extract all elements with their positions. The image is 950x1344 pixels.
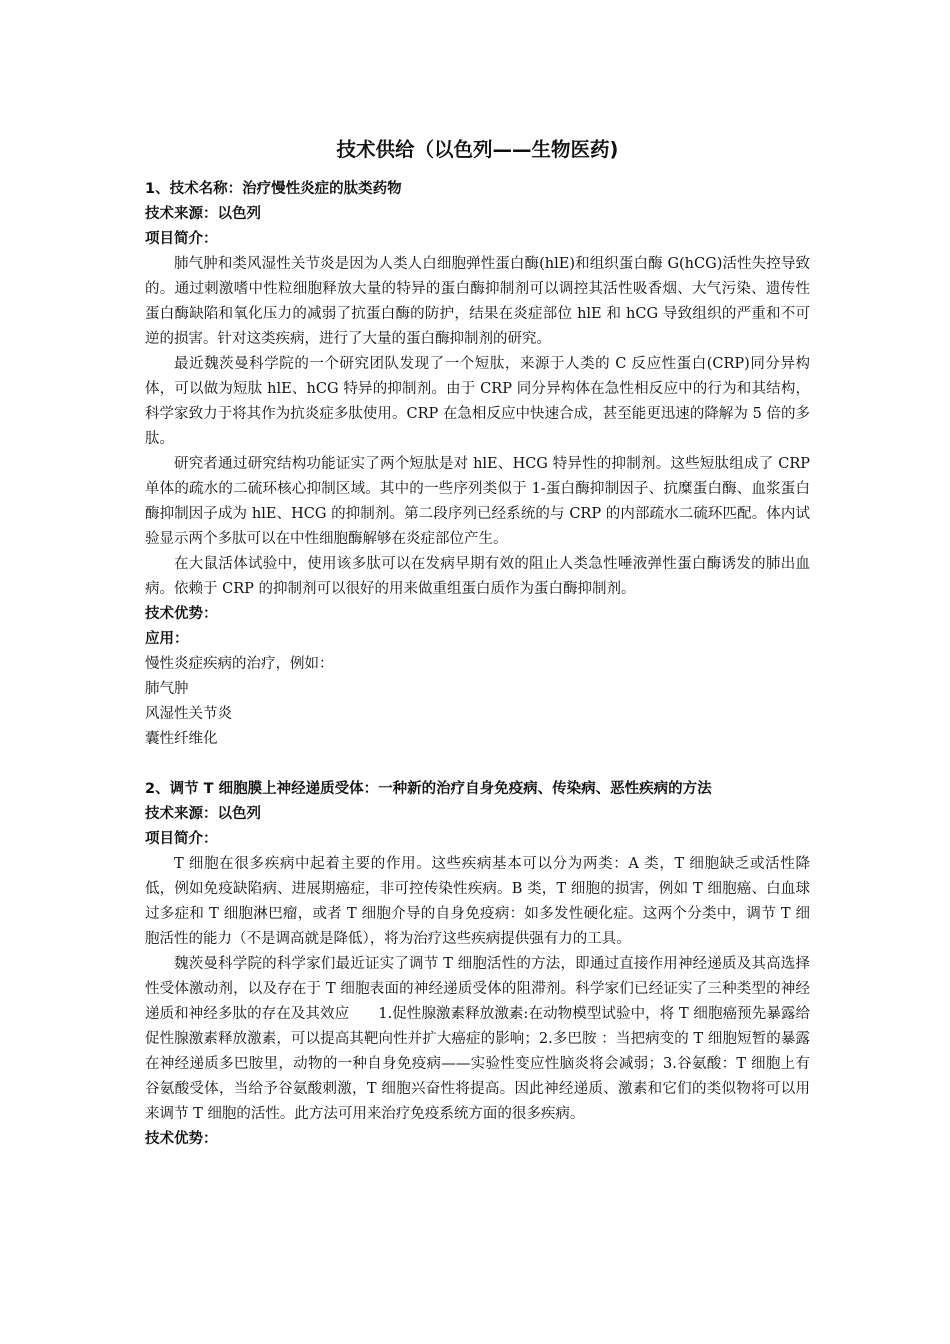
intro-label: 项目简介：	[145, 231, 218, 247]
tech-source: 技术来源：以色列	[145, 806, 261, 822]
document-page	[145, 135, 810, 1152]
paragraph: 魏茨曼科学院的科学家们最近证实了调节 T 细胞活性的方法，即通过直接作用神经递质及其高选择性受体激动剂，以及存在于 T 细胞表面的神经递质受体的阻滞剂。科学家们已经证实了三种类型的神经递质和神经多肽的存在及其效应 1.促性腺激素释放激素:在动物模型试验中，将 T 细胞癌预先暴露给促性腺激素释放激素，可以提高其靶向性并扩大癌症的影响；2.多巴胺 ：当把病变的 T 细胞短暂的暴露在神经递质多巴胺里，动物的一种自身免疫病——实验性变应性脑炎将会减弱；3.谷氨酸：T 细胞上有谷氨酸受体，当给予谷氨酸刺激，T 细胞兴奋性将提高。因此神经递质、激素和它们的类似物将可以用来调节 T 细胞的活性。此方法可用来治疗免疫系统方面的很多疾病。	[145, 956, 810, 1122]
advantage-label: 技术优势：	[145, 606, 218, 622]
section-2	[145, 777, 810, 1152]
section-1	[145, 177, 810, 752]
application-item: 肺气肿	[145, 681, 189, 697]
intro-label: 项目简介：	[145, 831, 218, 847]
application-item: 风湿性关节炎	[145, 706, 232, 722]
paragraph: 研究者通过研究结构功能证实了两个短肽是对 hlE、HCG 特异性的抑制剂。这些短肽组成了 CRP 单体的疏水的二硫环核心抑制区域。其中的一些序列类似于 1-蛋白酶抑制因子、抗糜蛋白酶、血浆蛋白酶抑制因子成为 hlE、HCG 的抑制剂。第二段序列已经系统的与 CRP 的内部疏水二硫环匹配。体内试验显示两个多肽可以在中性细胞酶解够在炎症部位产生。	[145, 456, 810, 547]
paragraph: 肺气肿和类风湿性关节炎是因为人类人白细胞弹性蛋白酶(hlE)和组织蛋白酶 G(hCG)活性失控导致的。通过刺激嗜中性粒细胞释放大量的特异的蛋白酶抑制剂可以调控其活性吸香烟、大气污染、遗传性蛋白酶缺陷和氧化压力的减弱了抗蛋白酶的防护，结果在炎症部位 hlE 和 hCG 导致组织的严重和不可逆的损害。针对这类疾病，进行了大量的蛋白酶抑制剂的研究。	[145, 256, 810, 347]
application-label: 应用：	[145, 631, 189, 647]
paragraph: 在大鼠活体试验中，使用该多肽可以在发病早期有效的阻止人类急性唾液弹性蛋白酶诱发的肺出血病。依赖于 CRP 的抑制剂可以很好的用来做重组蛋白质作为蛋白酶抑制剂。	[145, 556, 810, 597]
application-item: 慢性炎症疾病的治疗，例如：	[145, 656, 334, 672]
section-heading: 1、技术名称：治疗慢性炎症的肽类药物	[145, 181, 402, 197]
advantage-label: 技术优势：	[145, 1131, 218, 1147]
paragraph: T 细胞在很多疾病中起着主要的作用。这些疾病基本可以分为两类：A 类，T 细胞缺乏或活性降低，例如免疫缺陷病、进展期癌症，非可控传染性疾病。B 类，T 细胞的损害，例如 T 细胞癌、白血球过多症和 T 细胞淋巴瘤，或者 T 细胞介导的自身免疫病：如多发性硬化症。这两个分类中，调节 T 细胞活性的能力（不是调高就是降低），将为治疗这些疾病提供强有力的工具。	[145, 856, 810, 947]
page-title: 技术供给（以色列——生物医药)	[336, 138, 619, 161]
section-spacer	[145, 752, 810, 777]
tech-source: 技术来源：以色列	[145, 206, 261, 222]
application-item: 囊性纤维化	[145, 731, 218, 747]
paragraph: 最近魏茨曼科学院的一个研究团队发现了一个短肽，来源于人类的 C 反应性蛋白(CRP)同分异构体，可以做为短肽 hlE、hCG 特异的抑制剂。由于 CRP 同分异构体在急性相反应中的行为和其结构，科学家致力于将其作为抗炎症多肽使用。CRP 在急相反应中快速合成，甚至能更迅速的降解为 5 倍的多肽。	[145, 356, 810, 447]
section-heading: 2、调节 T 细胞膜上神经递质受体：一种新的治疗自身免疫病、传染病、恶性疾病的方法	[145, 781, 712, 797]
